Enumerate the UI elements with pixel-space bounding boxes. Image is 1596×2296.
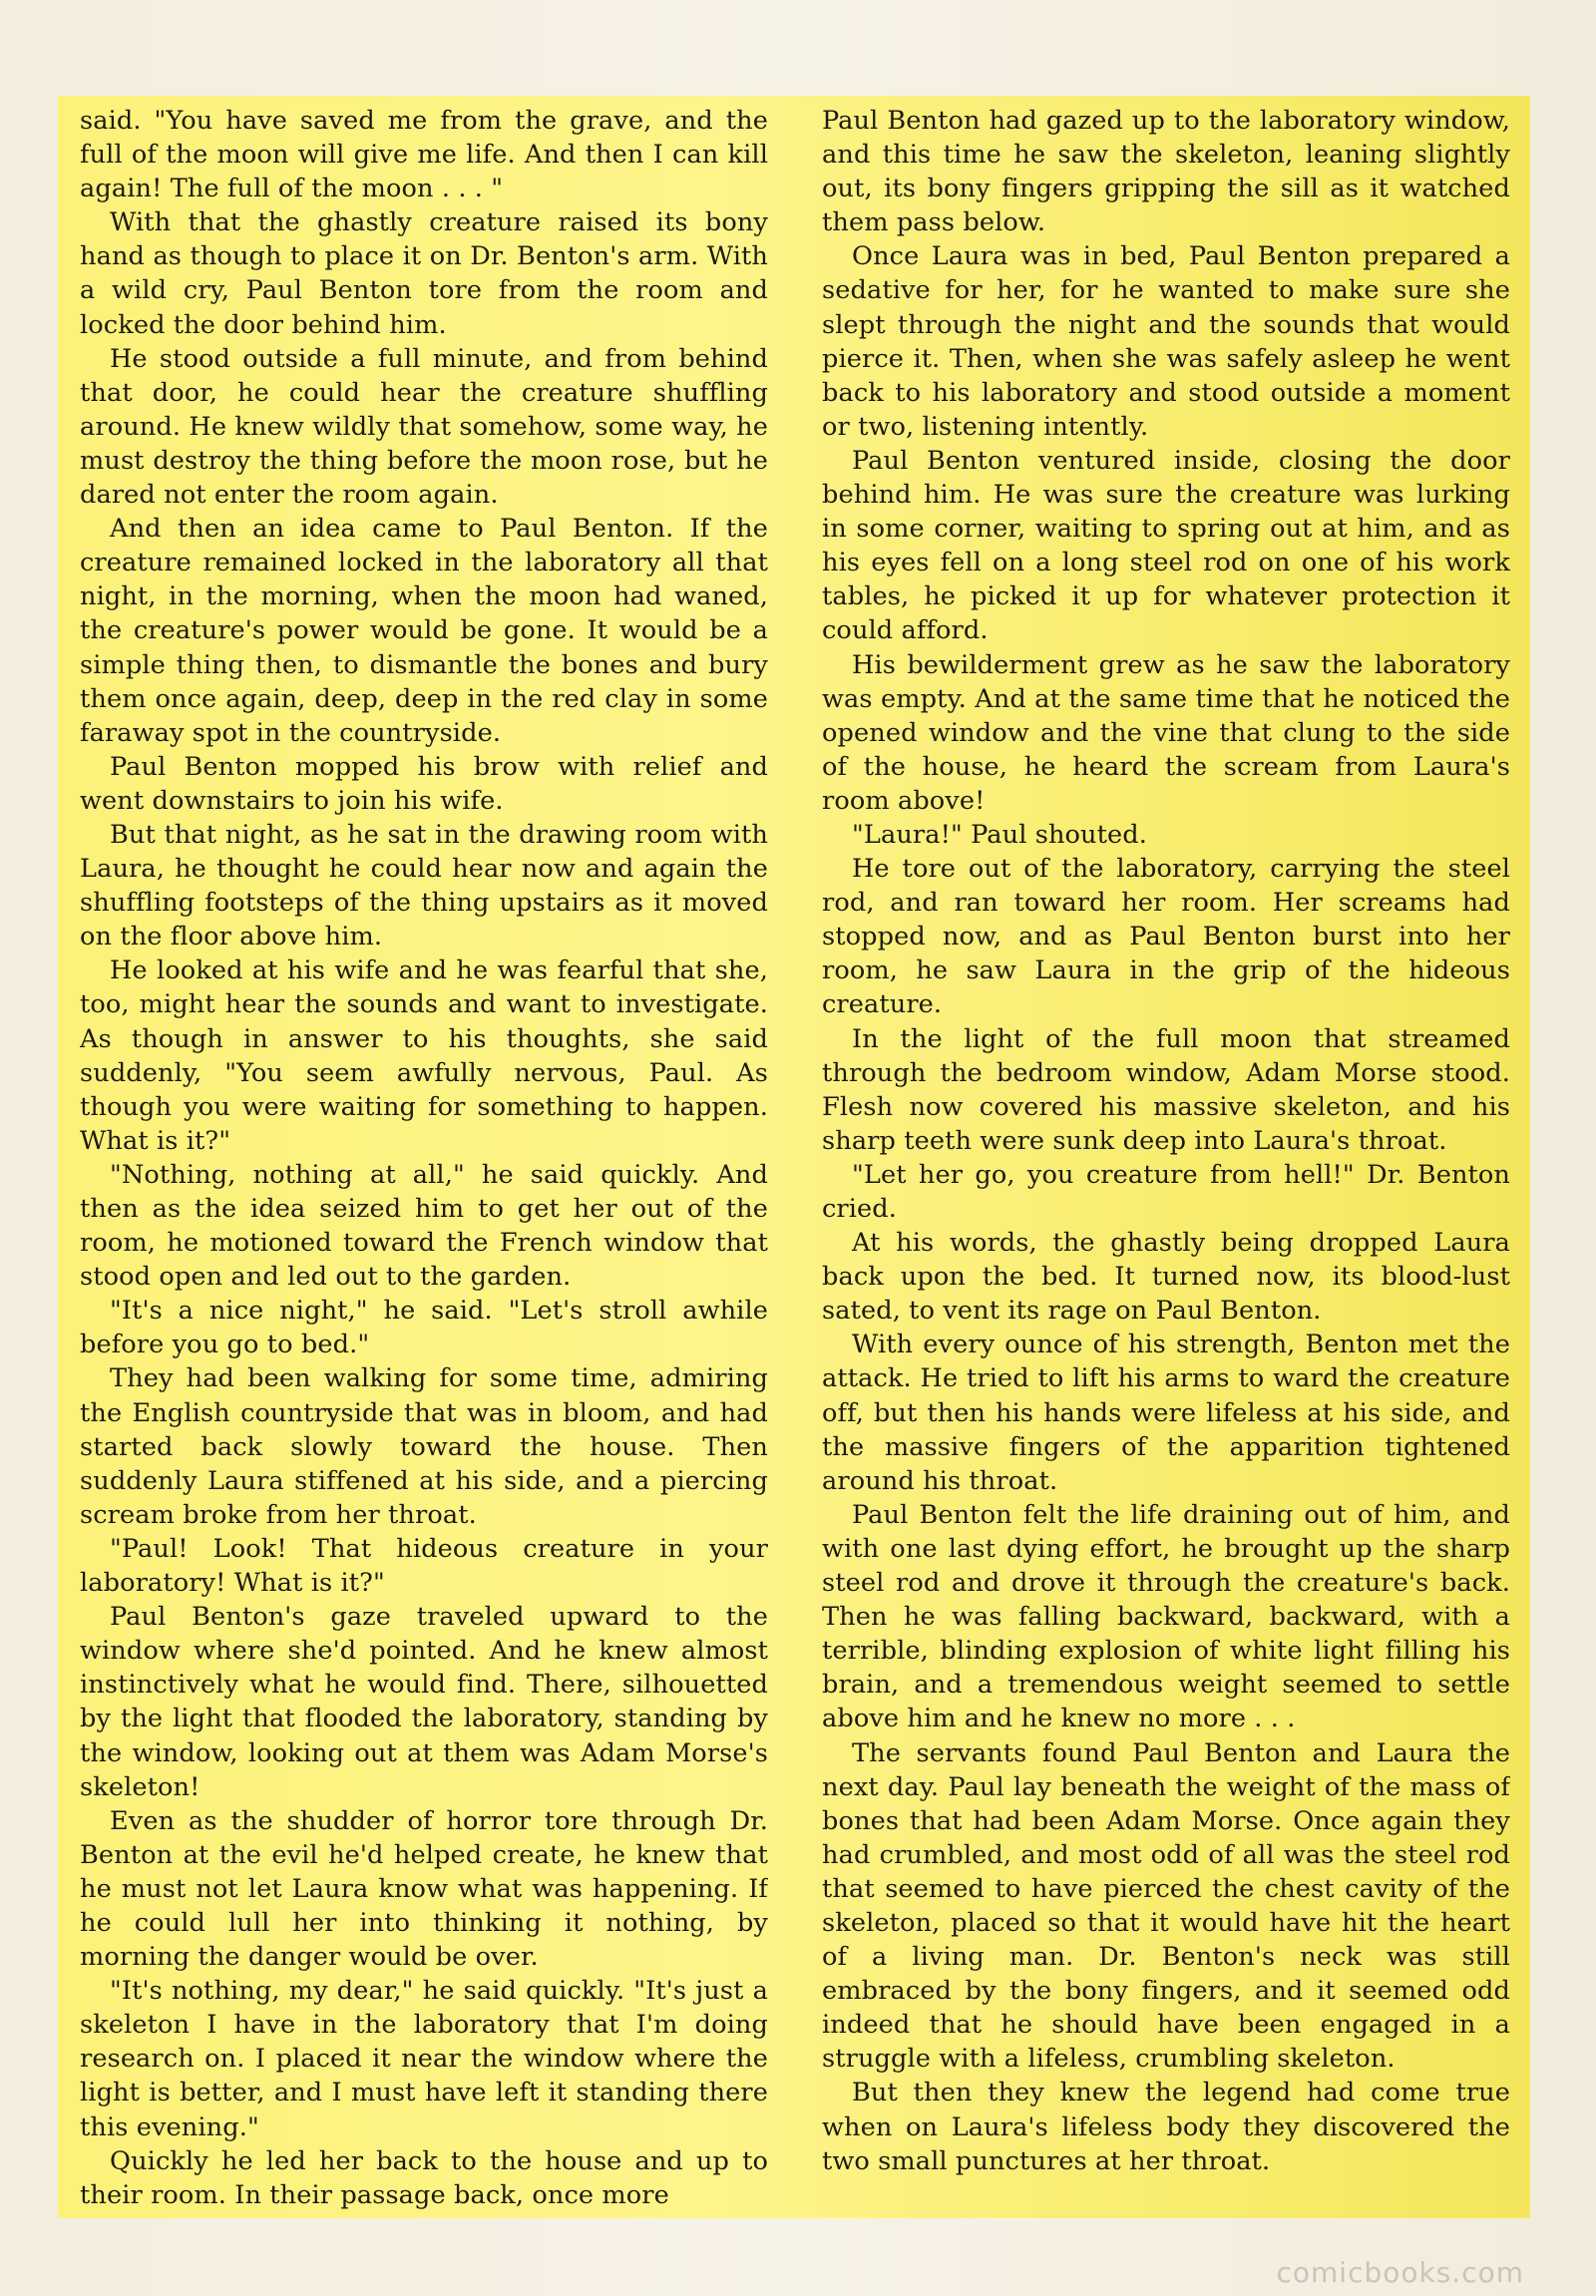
paragraph: "Laura!" Paul shouted. — [852, 819, 1147, 850]
paragraph: At his words, the ghastly being dropped Laura back upon the bed. It turned now, its blood-lust sated, to vent its rage on Paul Benton. — [822, 1228, 1510, 1327]
paragraph: "It's a nice night," he said. "Let's stroll awhile before you go to bed." — [80, 1296, 768, 1360]
paragraph: But then they knew the legend had come true when on Laura's lifeless body they discovered the two small punctures at her throat. — [822, 2078, 1510, 2176]
paragraph: But that night, as he sat in the drawing room with Laura, he thought he could hear now and again the shuffling footsteps of the thing upstairs as it moved on the floor above him. — [80, 819, 768, 953]
paragraph: Paul Benton had gazed up to the laboratory window, and this time he saw the skeleton, leaning slightly out, its bony fingers gripping the sill as it watched them pass below. — [822, 106, 1510, 238]
paragraph: Even as the shudder of horror tore through Dr. Benton at the evil he'd helped create, he knew that he must not let Laura know what was happening. If he could lull her into thinking it nothing, by morning the danger would be over. — [80, 1805, 768, 1973]
paragraph: Once Laura was in bed, Paul Benton prepared a sedative for her, for he wanted to make sure she slept through the night and the sounds that would pierce it. Then, when she was safely asleep he went back to his laboratory and stood outside a moment or two, listening intently. — [822, 241, 1510, 442]
paragraph: Quickly he led her back to the house and up to their room. In their passage back, once more — [80, 2145, 768, 2210]
paragraph: With that the ghastly creature raised its bony hand as though to place it on Dr. Benton's arm. With a wild cry, Paul Benton tore from the room and locked the door behind him. — [80, 207, 768, 340]
paragraph: He looked at his wife and he was fearful that she, too, might hear the sounds and want to investigate. As though in answer to his thoughts, she said suddenly, "You seem awfully nervous, Paul. As though you were waiting for something to happen. What is it?" — [80, 956, 768, 1156]
paragraph: Paul Benton mopped his brow with relief and went downstairs to join his wife. — [80, 751, 768, 816]
paragraph: "It's nothing, my dear," he said quickly. "It's just a skeleton I have in the laboratory that I'm doing research on. I placed it near the window where the light is better, and I must have left it standing there this evening." — [80, 1976, 768, 2142]
story-column-right — [822, 104, 1510, 2218]
paragraph: Paul Benton ventured inside, closing the door behind him. He was sure the creature was lurking in some corner, waiting to spring out at him, and as his eyes fell on a long steel rod on one of his work tables, he picked it up for whatever protection it could afford. — [822, 445, 1510, 646]
paragraph: Paul Benton felt the life draining out of him, and with one last dying effort, he brought up the sharp steel rod and drove it through the creature's back. Then he was falling backward, backward, with a terrible, blinding explosion of white light filling his brain, and a tremendous weight seemed to settle above him and he knew no more . . . — [822, 1499, 1510, 1734]
paragraph: With every ounce of his strength, Benton met the attack. He tried to lift his arms to ward the creature off, but then his hands were lifeless at his side, and the massive fingers of the apparition tightened around his throat. — [822, 1330, 1510, 1496]
paragraph: And then an idea came to Paul Benton. If the creature remained locked in the laboratory all that night, in the morning, when the moon had waned, the creature's power would be gone. It would be a simple thing then, to dismantle the bones and bury them once again, deep, deep in the red clay in some faraway spot in the countryside. — [80, 514, 768, 748]
paragraph: "Paul! Look! That hideous creature in your laboratory! What is it?" — [80, 1533, 768, 1599]
watermark-text: comicbooks.com — [1276, 2256, 1524, 2289]
paragraph: said. "You have saved me from the grave, and the full of the moon will give me life. And then I can kill again! The full of the moon . . . " — [80, 106, 768, 204]
paragraph: He tore out of the laboratory, carrying the steel rod, and ran toward her room. Her screams had stopped now, and as Paul Benton burst into her room, he saw Laura in the grip of the hideous creature. — [822, 854, 1510, 1020]
paragraph: "Nothing, nothing at all," he said quickly. And then as the idea seized him to get her out of the room, he motioned toward the French window that stood open and led out to the garden. — [80, 1159, 768, 1293]
paragraph: In the light of the full moon that streamed through the bedroom window, Adam Morse stood. Flesh now covered his massive skeleton, and his sharp teeth were sunk deep into Laura's throat. — [822, 1023, 1510, 1156]
paragraph: The servants found Paul Benton and Laura the next day. Paul lay beneath the weight of the mass of bones that had been Adam Morse. Once again they had crumbled, and most odd of all was the steel rod that seemed to have pierced the chest cavity of the skeleton, placed so that it would have hit the heart of a living man. Dr. Benton's neck was still embraced by the bony fingers, and it seemed odd indeed that he should have been engaged in a struggle with a lifeless, crumbling skeleton. — [822, 1737, 1510, 2075]
paragraph: They had been walking for some time, admiring the English countryside that was in bloom, and had started back slowly toward the house. Then suddenly Laura stiffened at his side, and a piercing scream broke from her throat. — [80, 1363, 768, 1530]
paragraph: "Let her go, you creature from hell!" Dr. Benton cried. — [822, 1159, 1510, 1224]
paragraph: He stood outside a full minute, and from behind that door, he could hear the creature shuffling around. He knew wildly that somehow, some way, he must destroy the thing before the moon rose, but he dared not enter the room again. — [80, 343, 768, 511]
story-column-left — [80, 104, 768, 2218]
paragraph: His bewilderment grew as he saw the laboratory was empty. And at the same time that he noticed the opened window and the vine that clung to the side of the house, he heard the scream from Laura's room above! — [822, 649, 1510, 816]
paragraph: Paul Benton's gaze traveled upward to the window where she'd pointed. And he knew almost instinctively what he would find. There, silhouetted by the light that flooded the laboratory, standing by the window, looking out at them was Adam Morse's skeleton! — [80, 1602, 768, 1802]
